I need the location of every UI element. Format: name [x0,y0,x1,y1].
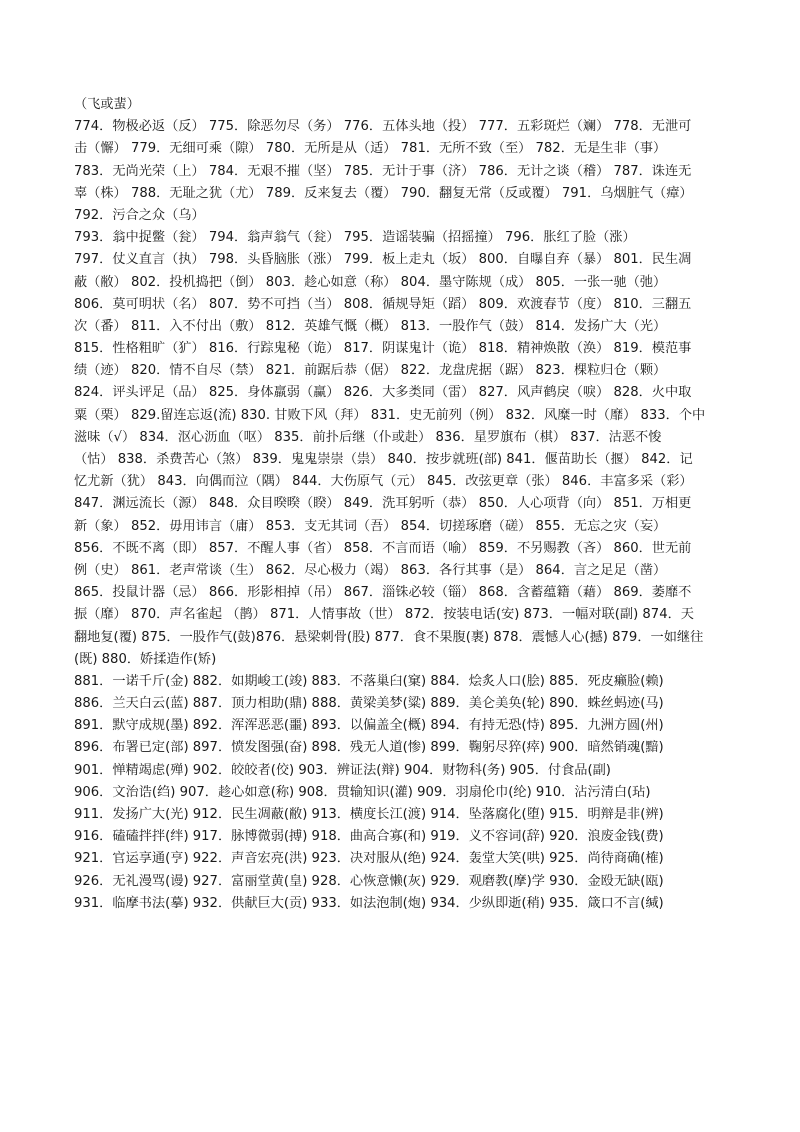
text-line: 911．发扬广大(光) 912．民生凋蔽(敝) 913．横度长江(渡) 914．坠落腐化(堕) 915．明辩是非(辨) [74,807,664,822]
text-line: 绩（迹） 820．情不自尽（禁） 821．前踞后恭（倨） 822．龙盘虎据（踞） 823．棵粒归仓（颗） [74,363,667,379]
text-line: 824．评头评足（品） 825．身体羸弱（赢） 826．大多类同（雷） 827．风声鹤戾（唳） 828．火中取 [74,385,692,401]
text-line: 891．默守成规(墨) 892．浑浑恶恶(噩) 893．以偏盖全(概) 894．有持无恐(恃) 895．九洲方圆(州) [74,718,664,734]
text-line: 906．文治诰(绉) 907．趁心如意(称) 908．贯输知识(灌) 909．羽扇伦巾(纶) 910．沾污清白(玷) [74,784,651,800]
text-line [74,915,730,937]
text-line: 806．莫可明状（名） 807．势不可挡（当） 808．循规导矩（蹈） 809．欢渡春节（度） 810．三翻五 [74,296,692,312]
text-line: 击（懈） 779．无细可乘（隙） 780．无所是从（适） 781．无所不致（至） 782．无是生非（事） [74,141,667,157]
text-line: 792．污合之众（乌） [74,207,205,223]
text-line: 滋味（√） 834．沤心沥血（呕） 835．前扑后继（仆或赴） 836．星罗旗布（棋） 837．沽恶不悛 [74,429,662,445]
text-line: 辜（株） 788．无耻之犹（尤） 789．反来复去（覆） 790．翻复无常（反或覆） 791．乌烟脏气（瘴） [74,185,693,201]
text-line: 815．性格粗旷（犷） 816．行踪鬼秘（诡） 817．阴谋鬼计（诡） 818．精神焕散（涣） 819．模范事 [74,341,692,357]
text-line: （飞或蜚） [74,97,140,112]
text-line: 例（史） 861．老声常谈（生） 862．尽心极力（竭） 863．各行其事（是） 864．言之足足（凿） [74,562,667,578]
text-line: 865．投鼠计器（忌） 866．形影相掉（吊） 867．淄铢必较（锱） 868．含蓄蕴籍（藉） 869．萎靡不 [74,585,692,601]
text-line: 931．临摩书法(摹) 932．供献巨大(贡) 933．如法泡制(炮) 934．少纵即逝(稍) 935．箴口不言(缄) [74,895,664,911]
text-line: 797．仗义直言（执） 798．头昏脑胀（涨） 799．板上走丸（坂） 800．自曝自弃（暴） 801．民生凋 [74,252,692,268]
text-line: 886．兰天白云(蓝) 887．顶力相助(鼎) 888．黄梁美梦(粱) 889．美仑美奂(轮) 890．蛛丝蚂迹(马) [74,696,664,712]
text-line: 翻地复(覆) 875．一股作气(鼓)876．悬梁刺骨(股) 877．食不果腹(裹) 878．震憾人心(撼) 879．一如继往 [74,629,704,645]
text-line: 881．一诺千斤(金) 882．如期峻工(竣) 883．不落巢臼(窠) 884．烩炙人口(脍) 885．死皮癞脸(赖) [74,673,664,689]
text-line: 粟（栗） 829.留连忘返(流) 830. 甘败下风（拜） 831．史无前列（例） 832．风糜一时（靡） 833．个中 [74,407,706,423]
text-line: 新（象） 852．毋用讳言（庸） 853．支无其词（吾） 854．切搓琢磨（磋） 855．无忘之灾（妄） [74,518,667,534]
text-line: 774．物极必返（反） 775．除恶勿尽（务） 776．五体头地（投） 777．五彩斑烂（斓） 778．无泄可 [74,119,692,135]
text-line: 926．无礼漫骂(谩) 927．富丽堂黄(皇) 928．心恢意懒(灰) 929．观磨教(摩)学 930．金殴无缺(瓯) [74,873,664,889]
text-line: 896．布署已定(部) 897．愤发图强(奋) 898．残无人道(惨) 899．鞠躬尽猝(瘁) 900．暗然销魂(黯) [74,740,664,756]
text-line: （怙） 838．杀费苦心（煞） 839．鬼鬼崇崇（祟） 840．按步就班(部) 841．偃苗助长（揠） 842．记 [74,452,693,467]
text-line: 振（靡） 870．声名雀起 （鹊） 871．人情事故（世） 872．按装电话(安) 873．一幅对联(副) 874．天 [74,607,694,623]
idiom-correction-list [74,94,730,937]
text-line: 783．无尚光荣（上） 784．无艰不摧（坚） 785．无计于事（济） 786．无计之谈（稽） 787．诛连无 [74,163,692,179]
text-line: 901．惮精竭虑(殚) 902．皎皎者(佼) 903．辨证法(辩) 904．财物科(务) 905．付食品(副) [74,762,611,778]
text-line: 847．渊远流长（源） 848．众目暌暌（睽） 849．洗耳躬听（恭） 850．人心项背（向） 851．万相更 [74,496,692,512]
text-line: 忆尤新（犹） 843．向偶而泣（隅） 844．大伤原气（元） 845．改弦更章（张） 846．丰富多采（彩） [74,474,693,490]
text-line: 916．磕磕拌拌(绊) 917．脉博微弱(搏) 918．曲高合寡(和) 919．义不容词(辞) 920．浪废金钱(费) [74,829,664,845]
text-line: 921．官运享通(亨) 922．声音宏亮(洪) 923．决对服从(绝) 924．轰堂大笑(哄) 925．尚待商确(榷) [74,851,664,867]
text-line: 次（番） 811．入不付出（敷） 812．英雄气慨（概） 813．一股作气（鼓） 814．发扬广大（光） [74,318,667,334]
text-line: 856．不既不离（即） 857．不醒人事（省） 858．不言而语（喻） 859．不另赐教（吝） 860．世无前 [74,540,692,556]
text-line: 蔽（敝） 802．投机捣把（倒） 803．趁心如意（称） 804．墨守陈规（成） 805．一张一驰（弛） [74,274,667,290]
text-line: 793．翁中捉鳖（瓮） 794．翁声翁气（瓮） 795．造谣装骗（招摇撞） 796．胀红了脸（涨） [74,230,636,246]
text-line: (既) 880．娇揉造作(矫) [74,651,217,667]
